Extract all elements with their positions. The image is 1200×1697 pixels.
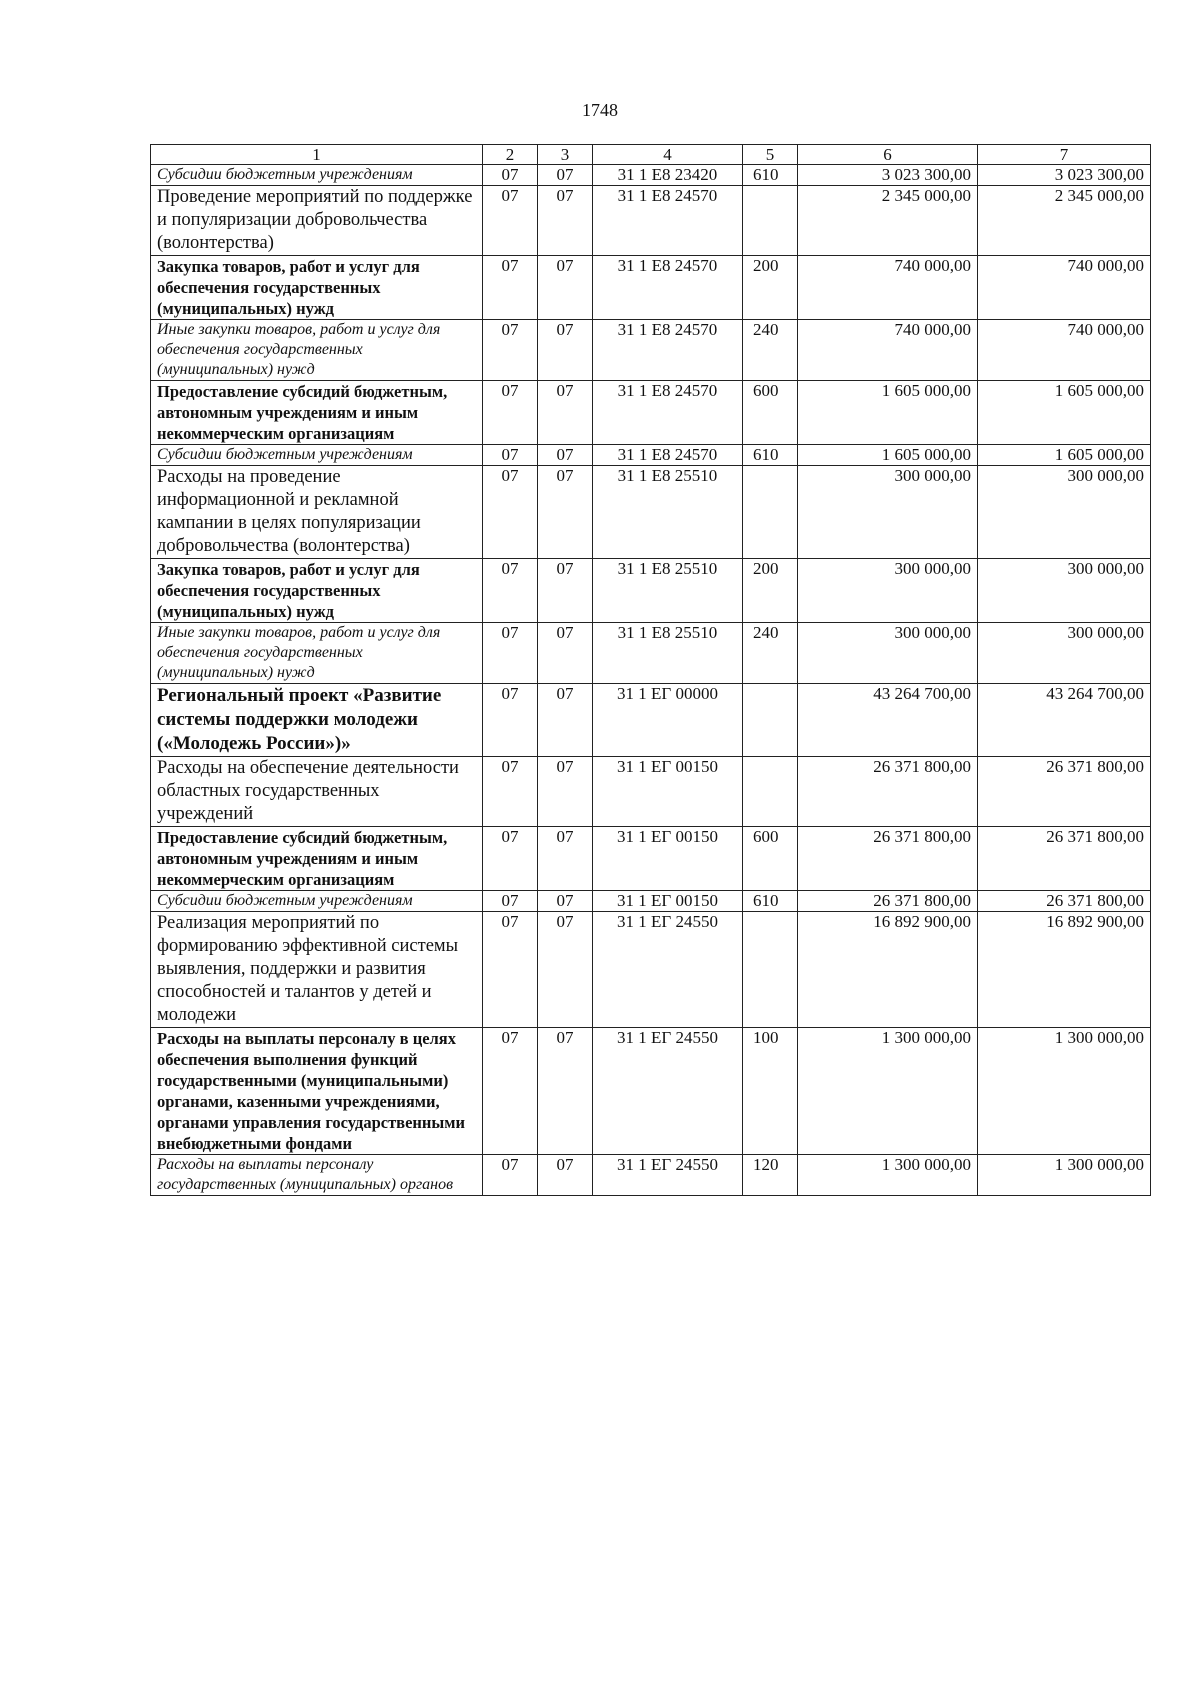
subsection-code: 07	[538, 466, 593, 559]
table-row	[151, 1028, 1151, 1155]
target-article-code: 31 1 ЕГ 00150	[593, 827, 743, 891]
subsection-code: 07	[538, 165, 593, 186]
item-name: Субсидии бюджетным учреждениям	[151, 445, 483, 466]
expense-type-code: 610	[743, 445, 798, 466]
section-code: 07	[483, 165, 538, 186]
page-number: 1748	[582, 100, 618, 120]
section-code: 07	[483, 1028, 538, 1155]
amount-col-6: 16 892 900,00	[798, 912, 978, 1028]
table-row	[151, 256, 1151, 320]
header-row	[151, 145, 1151, 165]
target-article-code: 31 1 E8 24570	[593, 381, 743, 445]
amount-col-7: 740 000,00	[978, 256, 1151, 320]
amount-col-7: 300 000,00	[978, 559, 1151, 623]
target-article-code: 31 1 E8 25510	[593, 559, 743, 623]
amount-col-7: 43 264 700,00	[978, 684, 1151, 757]
table-row	[151, 381, 1151, 445]
amount-col-6: 1 605 000,00	[798, 381, 978, 445]
column-header-5: 5	[743, 145, 798, 165]
subsection-code: 07	[538, 827, 593, 891]
target-article-code: 31 1 ЕГ 24550	[593, 1028, 743, 1155]
subsection-code: 07	[538, 912, 593, 1028]
subsection-code: 07	[538, 891, 593, 912]
section-code: 07	[483, 1155, 538, 1196]
expense-type-code: 100	[743, 1028, 798, 1155]
section-code: 07	[483, 912, 538, 1028]
subsection-code: 07	[538, 320, 593, 381]
expense-type-code	[743, 757, 798, 827]
section-code: 07	[483, 559, 538, 623]
amount-col-6: 300 000,00	[798, 623, 978, 684]
target-article-code: 31 1 ЕГ 00150	[593, 891, 743, 912]
subsection-code: 07	[538, 1028, 593, 1155]
section-code: 07	[483, 891, 538, 912]
table-row	[151, 912, 1151, 1028]
column-header-4: 4	[593, 145, 743, 165]
item-name: Реализация мероприятий по формированию эффективной системы выявления, поддержки и развития способностей и талантов у детей и молодежи	[151, 912, 483, 1028]
section-code: 07	[483, 186, 538, 256]
target-article-code: 31 1 E8 24570	[593, 256, 743, 320]
expense-type-code	[743, 466, 798, 559]
expense-type-code: 600	[743, 381, 798, 445]
target-article-code: 31 1 E8 24570	[593, 320, 743, 381]
amount-col-6: 740 000,00	[798, 256, 978, 320]
target-article-code: 31 1 E8 23420	[593, 165, 743, 186]
subsection-code: 07	[538, 623, 593, 684]
table-row	[151, 757, 1151, 827]
subsection-code: 07	[538, 757, 593, 827]
amount-col-6: 1 300 000,00	[798, 1155, 978, 1196]
amount-col-6: 740 000,00	[798, 320, 978, 381]
subsection-code: 07	[538, 381, 593, 445]
section-code: 07	[483, 757, 538, 827]
item-name: Субсидии бюджетным учреждениям	[151, 891, 483, 912]
column-header-7: 7	[978, 145, 1151, 165]
amount-col-6: 26 371 800,00	[798, 757, 978, 827]
expense-type-code	[743, 186, 798, 256]
amount-col-7: 2 345 000,00	[978, 186, 1151, 256]
amount-col-7: 3 023 300,00	[978, 165, 1151, 186]
item-name: Расходы на выплаты персоналу в целях обеспечения выполнения функций государственными (муниципальными) органами, казенными учреждениями, органами управления государственными внебюджетными фондами	[151, 1028, 483, 1155]
amount-col-7: 1 605 000,00	[978, 445, 1151, 466]
table-row	[151, 1155, 1151, 1196]
subsection-code: 07	[538, 445, 593, 466]
subsection-code: 07	[538, 559, 593, 623]
amount-col-6: 2 345 000,00	[798, 186, 978, 256]
expense-type-code: 610	[743, 165, 798, 186]
amount-col-6: 43 264 700,00	[798, 684, 978, 757]
column-header-3: 3	[538, 145, 593, 165]
amount-col-6: 3 023 300,00	[798, 165, 978, 186]
amount-col-7: 740 000,00	[978, 320, 1151, 381]
item-name: Предоставление субсидий бюджетным, автономным учреждениям и иным некоммерческим организациям	[151, 381, 483, 445]
item-name: Закупка товаров, работ и услуг для обеспечения государственных (муниципальных) нужд	[151, 256, 483, 320]
table-row	[151, 559, 1151, 623]
section-code: 07	[483, 623, 538, 684]
table-body	[151, 165, 1151, 1196]
expense-type-code: 600	[743, 827, 798, 891]
amount-col-7: 1 300 000,00	[978, 1028, 1151, 1155]
amount-col-7: 26 371 800,00	[978, 891, 1151, 912]
column-header-2: 2	[483, 145, 538, 165]
target-article-code: 31 1 ЕГ 00000	[593, 684, 743, 757]
target-article-code: 31 1 E8 25510	[593, 623, 743, 684]
expense-type-code: 240	[743, 623, 798, 684]
amount-col-6: 1 605 000,00	[798, 445, 978, 466]
expense-type-code: 200	[743, 559, 798, 623]
item-name: Расходы на обеспечение деятельности областных государственных учреждений	[151, 757, 483, 827]
item-name: Закупка товаров, работ и услуг для обеспечения государственных (муниципальных) нужд	[151, 559, 483, 623]
target-article-code: 31 1 ЕГ 00150	[593, 757, 743, 827]
expense-type-code: 200	[743, 256, 798, 320]
section-code: 07	[483, 256, 538, 320]
item-name: Иные закупки товаров, работ и услуг для обеспечения государственных (муниципальных) нужд	[151, 623, 483, 684]
item-name: Субсидии бюджетным учреждениям	[151, 165, 483, 186]
target-article-code: 31 1 E8 25510	[593, 466, 743, 559]
table-row	[151, 827, 1151, 891]
expense-type-code: 240	[743, 320, 798, 381]
item-name: Проведение мероприятий по поддержке и популяризации добровольчества (волонтерства)	[151, 186, 483, 256]
item-name: Предоставление субсидий бюджетным, автономным учреждениям и иным некоммерческим организациям	[151, 827, 483, 891]
table-row	[151, 466, 1151, 559]
table-row	[151, 891, 1151, 912]
item-name: Расходы на проведение информационной и рекламной кампании в целях популяризации добровольчества (волонтерства)	[151, 466, 483, 559]
column-header-6: 6	[798, 145, 978, 165]
section-code: 07	[483, 684, 538, 757]
section-code: 07	[483, 320, 538, 381]
table-row	[151, 186, 1151, 256]
amount-col-7: 16 892 900,00	[978, 912, 1151, 1028]
budget-table	[150, 144, 1151, 1196]
expense-type-code	[743, 912, 798, 1028]
amount-col-6: 26 371 800,00	[798, 891, 978, 912]
amount-col-7: 300 000,00	[978, 466, 1151, 559]
item-name: Региональный проект «Развитие системы поддержки молодежи («Молодежь России»)»	[151, 684, 483, 757]
target-article-code: 31 1 E8 24570	[593, 186, 743, 256]
item-name: Иные закупки товаров, работ и услуг для обеспечения государственных (муниципальных) нужд	[151, 320, 483, 381]
target-article-code: 31 1 ЕГ 24550	[593, 912, 743, 1028]
target-article-code: 31 1 E8 24570	[593, 445, 743, 466]
amount-col-6: 300 000,00	[798, 559, 978, 623]
section-code: 07	[483, 827, 538, 891]
table-row	[151, 445, 1151, 466]
subsection-code: 07	[538, 186, 593, 256]
expense-type-code: 610	[743, 891, 798, 912]
amount-col-6: 26 371 800,00	[798, 827, 978, 891]
amount-col-6: 1 300 000,00	[798, 1028, 978, 1155]
table-row	[151, 623, 1151, 684]
amount-col-7: 1 605 000,00	[978, 381, 1151, 445]
amount-col-6: 300 000,00	[798, 466, 978, 559]
subsection-code: 07	[538, 256, 593, 320]
target-article-code: 31 1 ЕГ 24550	[593, 1155, 743, 1196]
expense-type-code	[743, 684, 798, 757]
section-code: 07	[483, 381, 538, 445]
column-header-1: 1	[151, 145, 483, 165]
section-code: 07	[483, 466, 538, 559]
amount-col-7: 1 300 000,00	[978, 1155, 1151, 1196]
subsection-code: 07	[538, 1155, 593, 1196]
item-name: Расходы на выплаты персоналу государственных (муниципальных) органов	[151, 1155, 483, 1196]
amount-col-7: 26 371 800,00	[978, 827, 1151, 891]
table-row	[151, 320, 1151, 381]
amount-col-7: 26 371 800,00	[978, 757, 1151, 827]
amount-col-7: 300 000,00	[978, 623, 1151, 684]
table-row	[151, 684, 1151, 757]
table-row	[151, 165, 1151, 186]
section-code: 07	[483, 445, 538, 466]
subsection-code: 07	[538, 684, 593, 757]
expense-type-code: 120	[743, 1155, 798, 1196]
